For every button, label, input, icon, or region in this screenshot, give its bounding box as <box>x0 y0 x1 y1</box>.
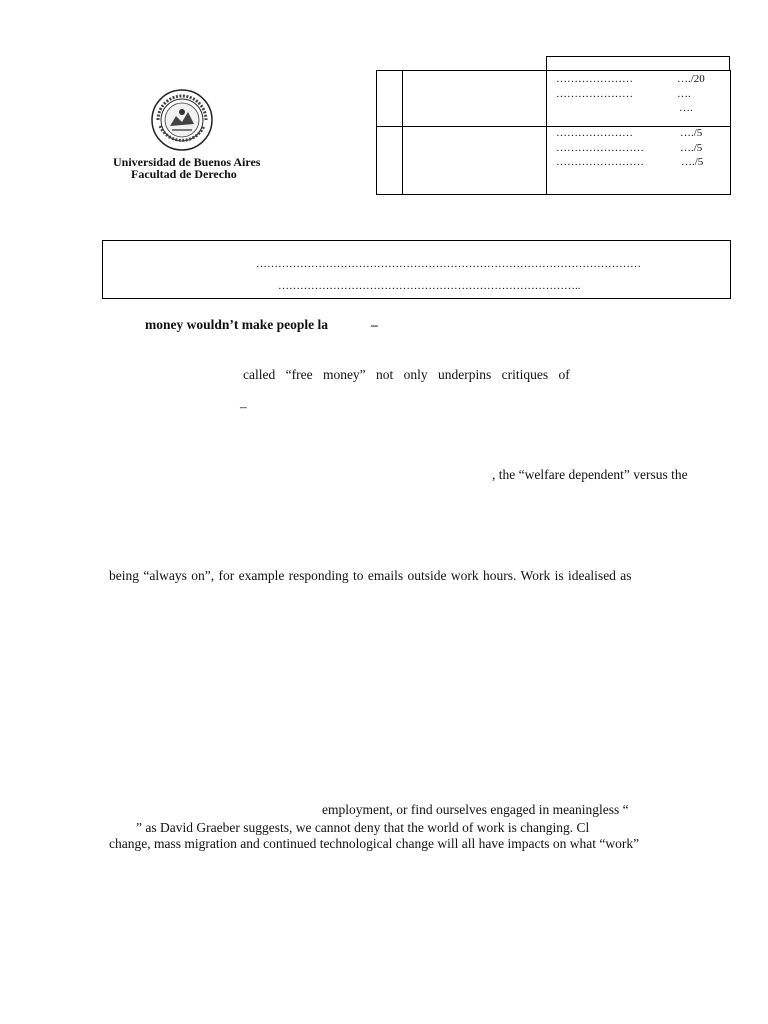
name-field-dots: …………………………………………………………………………………………… <box>256 258 641 270</box>
grade-dots: …………………… <box>556 156 644 168</box>
table-divider <box>546 70 547 195</box>
paragraph-line: employment, or find ourselves engaged in meaningless “ <box>322 802 629 817</box>
table-divider <box>402 70 403 195</box>
essay-title-dash: – <box>371 317 378 332</box>
paragraph-line: ” as David Graeber suggests, we cannot deny that the world of work is changing. Cl <box>136 820 590 835</box>
paragraph-dash: – <box>240 399 247 414</box>
table-divider <box>376 126 731 127</box>
paragraph-line: called “free money” not only underpins critiques of <box>243 367 570 382</box>
paragraph-line: , the “welfare dependent” versus the <box>492 467 688 482</box>
grade-score: …./5 <box>681 156 704 168</box>
faculty-name: Facultad de Derecho <box>131 167 237 181</box>
grade-score: …./5 <box>680 142 703 154</box>
grade-dots: …………………… <box>556 142 644 154</box>
paragraph-line: change, mass migration and continued technological change will all have impacts on what “work” <box>109 836 640 851</box>
grade-score: …./5 <box>680 127 703 139</box>
grade-dots: ………………… <box>556 88 633 100</box>
grade-dots: ………………… <box>556 127 633 139</box>
university-seal-icon <box>150 88 214 152</box>
name-field-dots: ……………………………………………………………………….. <box>278 280 581 292</box>
grade-score: …. <box>679 102 693 114</box>
paragraph-line: being “always on”, for example responding to emails outside work hours. Work is idealised as <box>109 568 632 583</box>
grade-score: …. <box>677 88 691 100</box>
grade-table-header <box>546 56 730 70</box>
university-name: Universidad de Buenos Aires <box>113 155 261 169</box>
essay-title: money wouldn’t make people la <box>145 317 329 332</box>
grade-score: …./20 <box>677 73 705 85</box>
grade-dots: ………………… <box>556 73 633 85</box>
